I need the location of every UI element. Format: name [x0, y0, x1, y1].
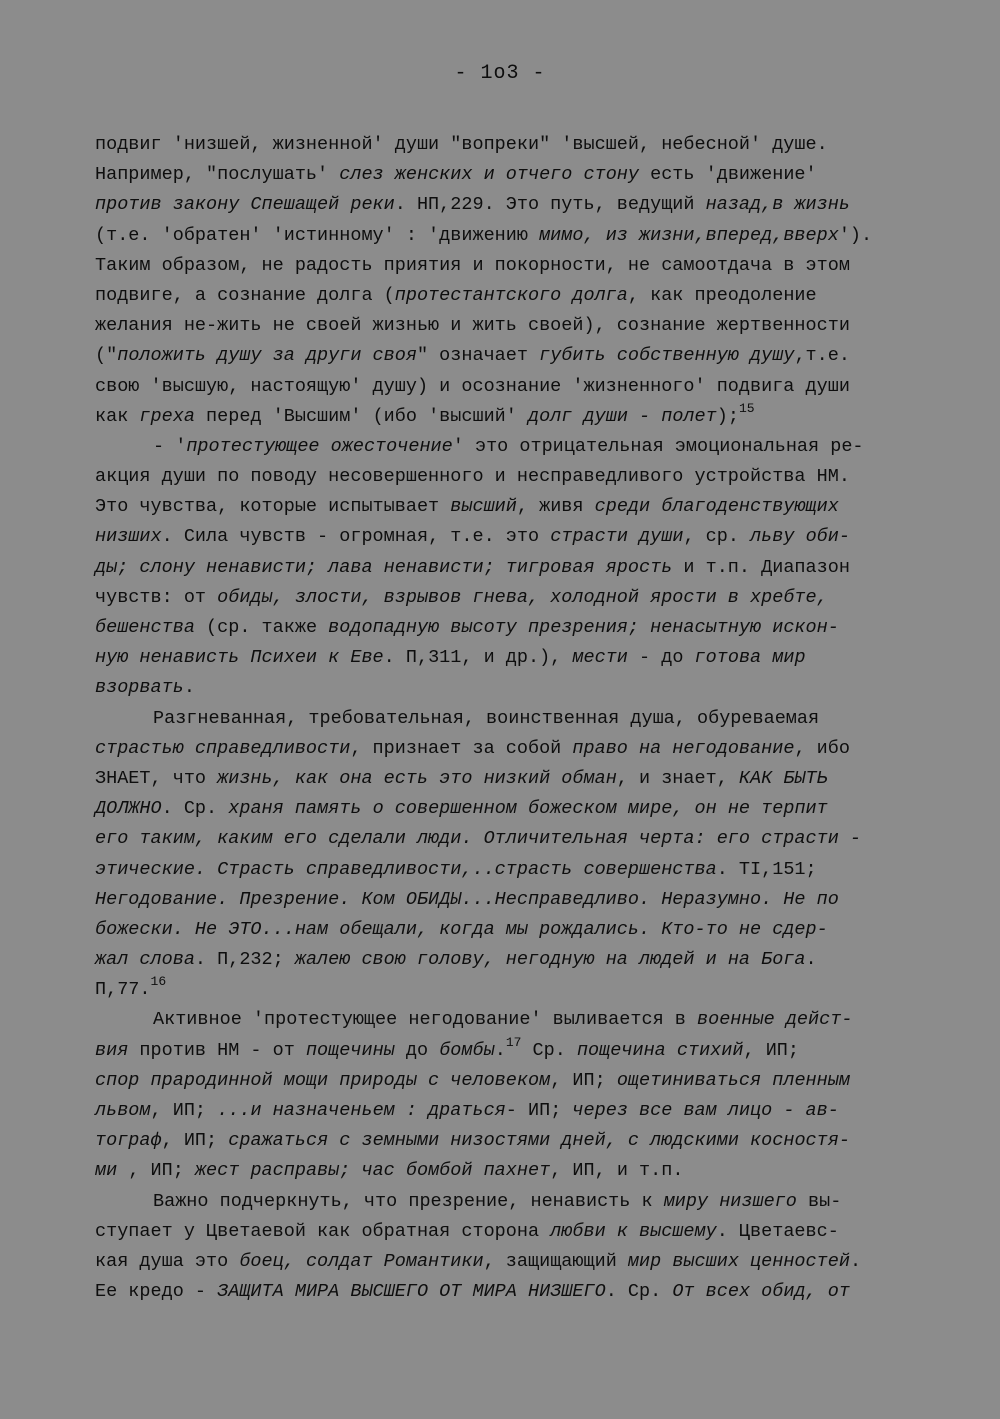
text-line: желания не-жить не своей жизнью и жить своей), сознание жертвенности: [95, 315, 850, 337]
text-line: против закону Спешащей реки. НП,229. Это путь, ведущий назад,в жизнь: [95, 194, 850, 216]
text-line: Таким образом, не радость приятия и покорности, не самоотдача в этом: [95, 254, 850, 276]
text-line: спор прародинной мощи природы с человеком, ИП; ощетиниваться пленным: [95, 1069, 850, 1091]
text-line: подвиг 'низшей, жизненной' души "вопреки" 'высшей, небесной' душе.: [95, 134, 828, 155]
text-line: ступает у Цветаевой как обратная сторона любви к высшему. Цветаевс-: [95, 1220, 839, 1242]
body-text: [95, 130, 925, 1307]
text-line: (т.е. 'обратен' 'истинному' : 'движению мимо, из жизни,вперед,вверх').: [95, 224, 873, 246]
text-line: страстью справедливости, признает за собой право на негодование, ибо: [95, 737, 850, 759]
text-line: ми , ИП; жест расправы; час бомбой пахнет, ИП, и т.п.: [95, 1160, 684, 1182]
text-line: этические. Страсть справедливости,..страсть совершенства. TI,151;: [95, 858, 817, 880]
text-line: бешенства (ср. также водопадную высоту презрения; ненасытную искон-: [95, 617, 839, 638]
text-line: кая душа это боец, солдат Романтики, защищающий мир высших ценностей.: [95, 1250, 862, 1272]
text-line: Разгневанная, требовательная, воинственная душа, обуреваемая: [153, 707, 820, 729]
text-line: чувств: от обиды, злости, взрывов гнева, холодной ярости в хребте,: [95, 586, 828, 608]
text-line: акция души по поводу несовершенного и несправедливого устройства НМ.: [95, 466, 850, 488]
text-line: Важно подчеркнуть, что презрение, ненависть к миру низшего вы-: [153, 1190, 842, 1212]
page-number: - 1о3 -: [454, 62, 546, 85]
text-line: низших. Сила чувств - огромная, т.е. это страсти души, ср. льву оби-: [95, 526, 850, 548]
text-line: Это чувства, которые испытывает высший, живя среди благоденствующих: [95, 496, 839, 518]
text-line: Например, "послушать' слез женских и отчего стону есть 'движение': [95, 164, 817, 186]
text-line: ную ненависть Психеи к Еве. П,311, и др.), мести - до готова мир: [95, 647, 806, 669]
text-line: божески. Не ЭТО...нам обещали, когда мы рождались. Кто-то не сдер-: [95, 918, 828, 940]
text-line: П,77.16: [95, 974, 167, 1001]
text-line: тограф, ИП; сражаться с земными низостями дней, с людскими косностя-: [95, 1130, 850, 1152]
text-line: Ее кредо - ЗАЩИТА МИРА ВЫСШЕГО ОТ МИРА НИЗШЕГО. Ср. От всех обид, от: [95, 1281, 850, 1303]
text-line: ДОЛЖНО. Ср. храня память о совершенном божеском мире, он не терпит: [95, 798, 828, 820]
text-line: ЗНАЕТ, что жизнь, как она есть это низкий обман, и знает, КАК БЫТЬ: [95, 767, 828, 789]
text-line: свою 'высшую, настоящую' душу) и осознание 'жизненного' подвига души: [95, 375, 850, 397]
text-line: как греха перед 'Высшим' (ибо 'высший' долг души - полет);$^{15}$: [95, 400, 755, 427]
text-line: жал слова. П,232; жалею свою голову, негодную на людей и на Бога.: [95, 949, 817, 971]
text-line: вия против НМ - от пощечины до бомбы.$^{17}$ Ср. пощечина стихий, ИП;: [95, 1034, 799, 1061]
text-line: ("положить душу за други своя" означает губить собственную душу,т.е.: [95, 345, 850, 367]
text-line: взорвать.: [95, 677, 195, 699]
text-line: ды; слону ненависти; лава ненависти; тигровая ярость и т.п. Диапазон: [95, 556, 850, 578]
text-line: Негодование. Презрение. Ком ОБИДЫ...Несправедливо. Неразумно. Не по: [95, 888, 839, 910]
text-line: его таким, каким его сделали люди. Отличительная черта: его страсти -: [95, 828, 862, 850]
text-line: - 'протестующее ожесточение' это отрицательная эмоциональная ре-: [153, 435, 864, 457]
text-line: подвиге, а сознание долга (протестантского долга, как преодоление: [95, 284, 817, 306]
text-line: Активное 'протестующее негодование' выливается в военные дейст-: [153, 1009, 853, 1031]
text-line: львом, ИП; ...и назначеньем : драться- ИП; через все вам лицо - ав-: [95, 1100, 839, 1121]
